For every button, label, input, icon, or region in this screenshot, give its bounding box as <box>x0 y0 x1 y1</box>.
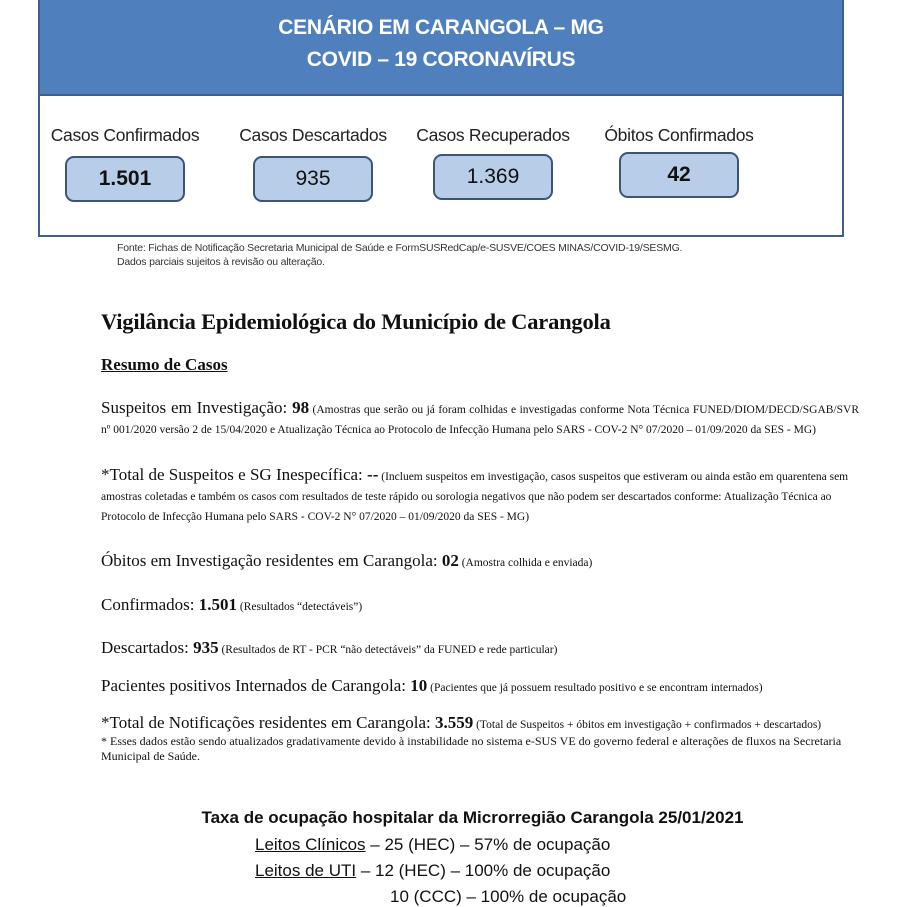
item-note: (Resultados de RT - PCR “não detectáveis” da FUNED e rede particular) <box>218 644 558 656</box>
item-value: 1.501 <box>198 595 237 614</box>
footnote: * Esses dados estão sendo atualizados gradativamente devido à instabilidade no sistema e-SUS VE do governo federal e alterações de fluxos na Secretaria Municipal de Saúde. <box>101 734 842 763</box>
occupancy-text: – 25 (HEC) – 57% de ocupação <box>365 835 611 854</box>
item-deaths-investigation <box>101 552 859 572</box>
hospital-occupancy <box>0 808 905 906</box>
item-suspects <box>101 399 859 439</box>
stat-value: 1.369 <box>433 154 553 200</box>
occupancy-row <box>255 861 610 881</box>
item-label: *Total de Notificações residentes em Carangola: <box>101 713 435 732</box>
item-label: Pacientes positivos Internados de Carangola: <box>101 676 411 695</box>
item-value: 935 <box>193 638 219 657</box>
stat-label: Óbitos Confirmados <box>604 125 754 145</box>
item-note: (Incluem suspeitos em investigação, casos suspeitos que estiveram ou ainda estão em quarentena sem amostras coletadas e também os casos com resultados de teste rápido ou sorologia negativos que não podem ser descartados conforme: Atualização Técnica ao Protocolo de Infecção Humana pelo SARS - COV-2 N° 07/2020 – 01/09/2020 da SES - MG) <box>101 471 849 523</box>
section-heading: Resumo de Casos <box>101 355 228 374</box>
stat-discarded <box>230 125 396 202</box>
item-label: Suspeitos em Investigação: <box>101 398 293 417</box>
item-value: 98 <box>292 398 310 417</box>
item-notifications <box>101 714 859 764</box>
item-note: (Pacientes que já possuem resultado positivo e se encontram internados) <box>427 682 763 694</box>
occupancy-text: – 12 (HEC) – 100% de ocupação <box>356 861 611 880</box>
header-title: CENÁRIO EM CARANGOLA – MG <box>278 16 604 39</box>
source-disclaimer: Dados parciais sujeitos à revisão ou alteração. <box>117 256 325 268</box>
item-label: Descartados: <box>101 638 194 657</box>
source-note <box>117 241 682 269</box>
header-banner <box>40 0 842 96</box>
item-label: Confirmados: <box>101 595 199 614</box>
item-value: 02 <box>441 551 459 570</box>
page-title: Vigilância Epidemiológica do Município de Carangola <box>101 309 611 334</box>
item-value: 10 <box>410 676 428 695</box>
item-note: (Resultados “detectáveis”) <box>237 601 363 613</box>
occupancy-row <box>390 887 626 907</box>
item-total-sg <box>101 466 859 526</box>
header-subtitle: COVID – 19 CORONAVÍRUS <box>306 48 576 71</box>
item-note: (Total de Suspeitos + óbitos em investigação + confirmados + descartados) <box>473 719 822 731</box>
stat-value: 1.501 <box>65 156 185 202</box>
stat-deaths <box>596 125 762 198</box>
item-confirmed <box>101 596 859 616</box>
occupancy-text: 10 (CCC) – 100% de ocupação <box>390 887 627 906</box>
occupancy-label: Leitos de UTI <box>255 861 357 880</box>
occupancy-title: Taxa de ocupação hospitalar da Microrregião Carangola 25/01/2021 <box>201 808 744 827</box>
item-label: Óbitos em Investigação residentes em Carangola: <box>101 551 442 570</box>
stat-label: Casos Recuperados <box>416 125 570 145</box>
stat-value: 42 <box>619 152 739 198</box>
source-line: Fonte: Fichas de Notificação Secretaria Municipal de Saúde e FormSUSRedCap/e-SUSVE/COES MINAS/COVID-19/SESMG. <box>117 242 683 254</box>
item-hospitalized <box>101 677 859 697</box>
stat-label: Casos Confirmados <box>50 125 200 145</box>
stat-value: 935 <box>253 156 373 202</box>
item-value: 3.559 <box>434 713 474 732</box>
item-note: (Amostras que serão ou já foram colhidas e investigadas conforme Nota Técnica FUNED/DIOM/DECD/SGAB/SVR nº 001/2020 versão 2 de 15/04/2020 e Atualização Técnica ao Protocolo de Infecção Humana pelo SARS - COV-2 N° 07/2020 – 01/09/2020 da SES - MG) <box>101 404 859 436</box>
item-label: *Total de Suspeitos e SG Inespecífica: <box>101 465 368 484</box>
item-value: -- <box>367 465 379 484</box>
stat-recovered <box>410 125 576 200</box>
occupancy-row <box>255 835 610 855</box>
stat-label: Casos Descartados <box>239 125 387 145</box>
stat-confirmed <box>42 125 208 202</box>
item-discarded <box>101 639 859 659</box>
item-note: (Amostra colhida e enviada) <box>458 557 593 569</box>
occupancy-label: Leitos Clínicos <box>255 835 366 854</box>
